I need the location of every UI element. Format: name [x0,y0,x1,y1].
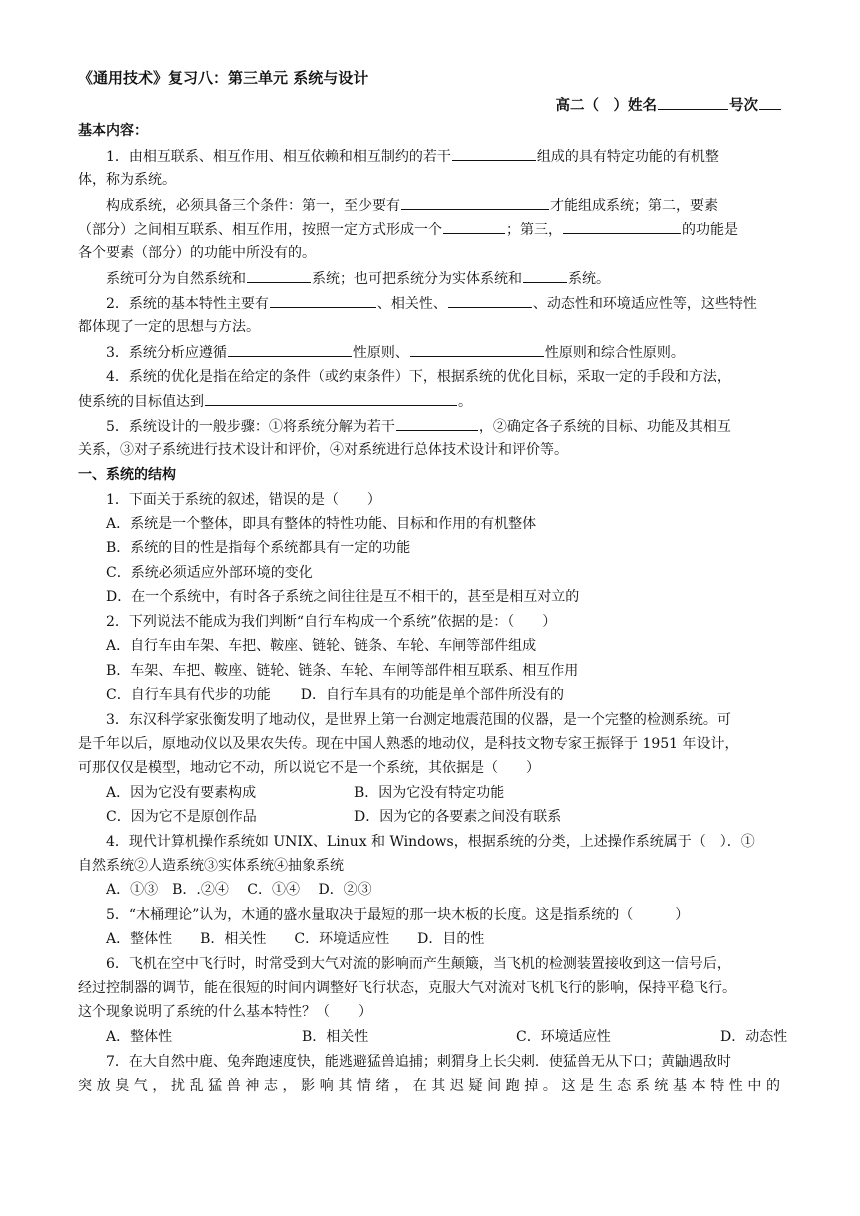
name-blank[interactable] [658,95,728,110]
question-stem: 自然系统②人造系统③实体系统④抽象系统 [78,858,344,874]
fill-blank[interactable] [448,293,532,308]
answer-option[interactable]: A．自行车由车架、车把、鞍座、链轮、链条、车轮、车闸等部件组成 [106,638,537,654]
answer-option[interactable]: D．因为它的各要素之间没有联系 [354,809,562,825]
answer-option[interactable]: A．整体性 [106,1029,173,1045]
fill-blank[interactable] [396,416,478,431]
question-stem: 2．下列说法不能成为我们判断“自行车构成一个系统”依据的是：（ ） [106,614,557,630]
question-stem: 突放臭气，扰乱猛兽神志，影响其情绪，在其迟疑间跑掉。这是生态系统基本特性中的 [78,1078,780,1094]
page-title: 《通用技术》复习八：第三单元 系统与设计 [78,69,369,87]
basic-heading: 基本内容： [78,123,148,139]
basic-line: 系统可分为自然系统和 系统；也可把系统分为实体系统和 系统。 [106,268,780,289]
fill-blank[interactable] [563,219,681,234]
number-label: 号次 [729,97,758,114]
answer-options-row[interactable]: A．整体性 B．相关性 C．环境适应性 D．目的性 [106,931,485,947]
answer-options-row[interactable]: A．①③ B．.②④ C．①④ D．②③ [106,882,372,898]
answer-option[interactable]: B．系统的目的性是指每个系统都具有一定的功能 [106,540,411,556]
question-stem: 这个现象说明了系统的什么基本特性？（ ） [78,1004,372,1020]
question-stem: 可那仅仅是模型，地动它不动，所以说它不是一个系统，其依据是（ ） [78,760,540,776]
basic-line: 关系，③对子系统进行技术设计和评价，④对系统进行总体技术设计和评价等。 [78,442,568,458]
answer-options-row [106,685,780,705]
answer-options-row [106,1027,788,1047]
fill-blank[interactable] [410,342,544,357]
fill-blank[interactable] [452,146,536,161]
question-stem: 是千年以后，原地动仪以及果农失传。现在中国人熟悉的地动仪，是科技文物专家王振铎于 1951 年设计， [78,736,739,752]
basic-line: 2．系统的基本特性主要有 、相关性、 、动态性和环境适应性等，这些特性 [106,293,780,314]
basic-line: 4．系统的优化是指在给定的条件（或约束条件）下，根据系统的优化目标，采取一定的手段和方法， [106,369,731,385]
number-blank[interactable] [759,95,781,110]
basic-line: 各个要素（部分）的功能中所没有的。 [78,245,316,261]
basic-line: 1．由相互联系、相互作用、相互依赖和相互制约的若干 组成的具有特定功能的有机整 [106,146,780,167]
basic-line: 5．系统设计的一般步骤：①将系统分解为若干 ，②确定各子系统的目标、功能及其相互 [106,416,780,437]
student-info-header [556,95,783,116]
question-stem: 经过控制器的调节，能在很短的时间内调整好飞行状态，克服大气对流对飞机飞行的影响，保持平稳飞行。 [78,980,736,996]
question-stem: 7．在大自然中鹿、兔奔跑速度快，能逃避猛兽追捕；刺猬身上长尖刺．使猛兽无从下口；黄鼬遇敌时 [106,1054,731,1070]
answer-option[interactable]: B．车架、车把、鞍座、链轮、链条、车轮、车闸等部件相互联系、相互作用 [106,663,579,679]
question-stem: 6．飞机在空中飞行时，时常受到大气对流的影响而产生颠簸，当飞机的检测装置接收到这一信号后， [106,956,731,972]
answer-option[interactable]: C．因为它不是原创作品 [106,809,257,825]
answer-options-row [106,807,780,827]
basic-line: 使系统的目标值达到 。 [78,391,780,412]
fill-blank[interactable] [205,391,457,406]
answer-option[interactable]: B．因为它没有特定功能 [354,785,505,801]
grade-name-label: 高二（ ）姓名 [555,97,657,114]
basic-line: 都体现了一定的思想与方法。 [78,319,260,335]
question-stem: 1．下面关于系统的叙述，错误的是（ ） [106,492,381,508]
fill-blank[interactable] [228,342,352,357]
answer-option[interactable]: A．系统是一个整体，即具有整体的特性功能、目标和作用的有机整体 [106,516,537,532]
answer-option[interactable]: C．系统必须适应外部环境的变化 [106,565,313,581]
fill-blank[interactable] [523,268,567,283]
answer-option[interactable]: D．自行车具有的功能是单个部件所没有的 [300,687,564,703]
answer-options-row [106,783,780,803]
question-stem: 4．现代计算机操作系统如 UNIX、Linux 和 Windows，根据系统的分类，上述操作系统属于（ ）．① [106,834,755,850]
fill-blank[interactable] [247,268,311,283]
fill-blank[interactable] [401,195,549,210]
fill-blank[interactable] [443,219,505,234]
section-heading: 一、系统的结构 [78,467,176,483]
question-stem: 5．“木桶理论”认为，木通的盛水量取决于最短的那一块木板的长度。这是指系统的（ ） [106,907,690,923]
answer-option[interactable]: C．自行车具有代步的功能 [106,687,271,703]
basic-line: 3．系统分析应遵循 性原则、 性原则和综合性原则。 [106,342,780,363]
question-stem: 3．东汉科学家张衡发明了地动仪，是世界上第一台测定地震范围的仪器，是一个完整的检测系统。可 [106,712,731,728]
answer-option[interactable]: B．相关性 [302,1029,369,1045]
answer-option[interactable]: D．动态性 [720,1029,788,1045]
basic-line: 构成系统，必须具备三个条件：第一，至少要有 才能组成系统；第二，要素 [106,195,780,216]
answer-option[interactable]: C．环境适应性 [516,1029,611,1045]
answer-option[interactable]: A．因为它没有要素构成 [106,785,257,801]
answer-option[interactable]: D．在一个系统中，有时各子系统之间往往是互不相干的，甚至是相互对立的 [106,589,580,605]
basic-line: 体，称为系统。 [78,172,176,188]
fill-blank[interactable] [270,293,376,308]
basic-line: （部分）之间相互联系、相互作用，按照一定方式形成一个 ；第三， 的功能是 [78,219,780,240]
